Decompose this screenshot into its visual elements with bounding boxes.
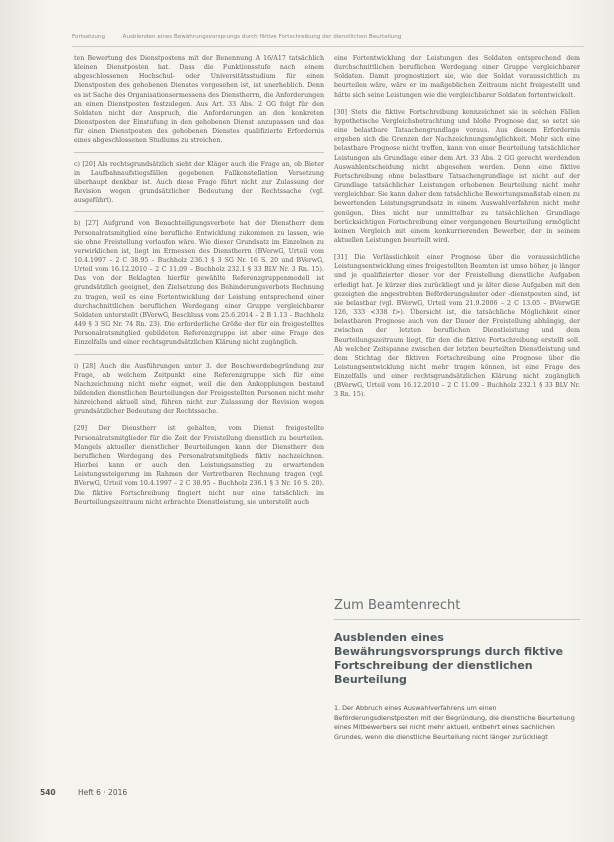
paragraph: b) [27] Aufgrund von Benachteiligungsverbote hat der Dienstherr dem Personalratsmitglied eine berufliche Entwicklung zukommen zu lassen, wie sie ohne Freistellung verlaufen wäre. Wie dieser Grundsatz im Einzelnen zu verwirklichen ist, liegt im Ermessen des Dienstherrn (BVerwG, Urteil vom 10.4.1997 – 2 C 38.95 – Buchholz 236.1 § 3 SG Nr. 16 S. 20 und BVerwG, Urteil vom 16.12.2010 – 2 C 11.09 – Buchholz 232.1 § 33 BLV Nr. 3 Rn. 15). Das von der Beklagten hierfür gewählte Referenzgruppenmodell ist grundsätzlich geeignet, den Zielsetzung des Behinderungsverbots Rechnung zu tragen, weil es eine Fortentwicklung der Leistung entsprechend einer durchschnittlichen beruflichen Werdegang einer Gruppe vergleichbarer Soldaten unterstellt (BVerwG, Beschluss vom 25.6.2014 – 2 B 1.13 – Buchholz 449 § 3 SG Nr. 74 Rn. 23). Die erforderliche Größe der für ein freigestelltes Personalratsmitglied gebildeten Referenzgruppe ist aber eine Frage des Einzelfalls und einer rechtsgrundsätzlichen Klärung nicht zugänglich. bbox=[74, 220, 324, 347]
running-header bbox=[72, 34, 584, 40]
left-column bbox=[74, 54, 324, 507]
divider bbox=[74, 354, 324, 355]
paragraph: i) [28] Auch die Ausführungen unter 3. der Beschwerdebegründung zur Frage, ab welchem Zeitpunkt eine Referenzgruppe sich für eine Nachzeichnung nicht mehr eignet, weil die den Ankopplungen bestand bildenden dienstlichen Beurteilungen der Freigestellten Personen nicht mehr hinreichend aktuell sind, führen nicht zur Zulassung der Revision wegen grundsätzlicher Bedeutung der Rechtssache. bbox=[74, 362, 324, 416]
paragraph: [30] Stets die fiktive Fortschreibung kennzeichnet sie in solchen Fällen hypothetische Vergleichsbetrachtung und bloße Prognose dar, so setzt sie eine belastbare Tatsachengrundlage voraus. Aus diesem Erfordernis ergeben sich die Grenzen der Nachzeichnungsmöglichkeit. Mehr sich eine belastbare Prognose nicht treffen, kann von einer Beurteilung tatsächlicher Leistungen als Grundlage einer dem Art. 33 Abs. 2 GG gerecht werdenden Auswahlentscheidung nicht abgesehen werden. Denn eine fiktive Fortschreibung ohne belastbare Tatsachengrundlage ist nicht auf der Grundlage tatsächlicher Leistungen erhobenen Beurteilung nicht mehr vergleichbar. Sie kann daher dem tatsächliche Bewertungsmaßstab einen zu bewertenden Leistungsgrundsatz in einem Auswahlverfahren nicht mehr genügen. Dies nicht nur unmittelbar zu tatsächlichen Grundlage berücksichtigen Fortschreibung einer vergangenen Beurteilung ermöglicht keinen Vergleich mit einem konkurrierenden Bewerber, der in seinem aktuellen Leistungen beurteilt wird. bbox=[334, 108, 580, 244]
divider bbox=[74, 152, 324, 153]
running-header-section: Fortsetzung bbox=[72, 34, 106, 40]
article-lead: 1. Der Abbruch eines Auswahlverfahrens um einen Beförderungsdienstposten mit der Begründung, die dienstliche Beurteilung eines Mitbewerbers sei nicht mehr aktuell, entbehrt eines sachlichen Grundes, wenn die dienstliche Beurteilung nicht länger zurückliegt bbox=[334, 704, 575, 741]
paragraph: [31] Die Verlässlichkeit einer Prognose über die voraussichtliche Leistungsentwicklung eines freigestellten Beamten ist umso höher, je länger und je qualifizierter dieser vor der Freistellung dienstliche Aufgaben erledigt hat. Je kürzer dies zurückliegt und je älter diese Aufgaben mit den gezeigten die angestrebten Beförderungsämter oder -dienstposten sind, ist sie belastbar (vgl. BVerwG, Urteil vom 21.9.2006 – 2 C 13.05 – BVerwGE 126, 333 <338 f>). Übersicht ist, die tatsächliche Möglichkeit einer belastbaren Prognose auch von der Dauer der Freistellung abhängig, der zwischen der letzten beruflichen Dienstleistung und dem Beurteilungszeitraum liegt, für den die fiktive Fortschreibung erstellt soll. Ab welcher Zeitspanne zwischen der letzten beurteilten Dienstleistung und dem Stichtag der fiktiven Fortschreibung eine Prognose über die Leistungsentwicklung nicht mehr tragen können, ist eine Frage des Einzelfalls und einer rechtsgrundsätzlichen Klärung nicht zugänglich (BVerwG, Urteil vom 16.12.2010 – 2 C 11.09 – Buchholz 232.1 § 33 BLV Nr. 3 Rn. 15). bbox=[334, 254, 580, 399]
paragraph: ten Bewertung des Dienstpostens mit der Benennung A 16/A17 tatsächlich kleinen Dienstposten hat. Dass die Funktionsstufe nach einem abgeschlossenen Hochschul- oder Universitätsstudium für einen Dienstposten des gehobenen Dienstes vorgesehen ist, ist unerheblich. Denn es ist Sache des Organisationsermessens des Dienstherrn, die Anforderungen an einen Dienstposten festzulegen. Aus Art. 33 Abs. 2 GG folgt für den Soldaten nicht der Anspruch, die Anforderungen an den konkreten Dienstposten der Einstufung in den gehobenen Dienst anzupassen und das für einen Dienstposten des gehobenen Dienstes qualifizierte Erfordernis eines abgeschlossenen Studiums zu streichen. bbox=[74, 55, 324, 145]
header-divider bbox=[72, 46, 584, 47]
paragraph: eine Fortentwicklung der Leistungen des Soldaten entsprechend dem durchschnittlichen beruflichen Werdegang einer Gruppe vergleichbarer Soldaten. Damit prognostiziert sie, wie der Soldat voraussichtlich zu beurteilen wäre, wäre er im maßgeblichen Zeitraum nicht freigestellt und hätte sich seine Leistungen wie die vergleichbarer Soldaten fortentwickelt. bbox=[334, 55, 580, 99]
page-number: 540 bbox=[40, 788, 56, 797]
running-header-title: Ausblenden eines Bewährungsvorsprungs durch fiktive Fortschreibung der dienstlichen Beurteilung bbox=[122, 34, 402, 40]
page-footer bbox=[40, 788, 127, 797]
paragraph: [29] Der Dienstherr ist gehalten, vom Dienst freigestellte Personalratsmitglieder für die Zeit der Freistellung dienstlich zu beurteilen. Mangels aktueller dienstlicher Beurteilungen kann der Dienstherr den beruflichen Werdegang des Personalratsmitglieds fiktiv nachzeichnen. Hierbei kann er auch den Leistungsanstieg zu erwartenden Leistungssteigerung im Rahmen der Vertretbaren Rechnung tragen (vgl. BVerwG, Urteil vom 10.4.1997 – 2 C 38.95 – Buchholz 236.1 § 3 Nr. 16 S. 20). Die fiktive Fortschreibung fingiert nicht nur eine tatsächlich im Beurteilungszeitraum nicht erbrachte Dienstleistung, sie unterstellt auch bbox=[74, 425, 324, 506]
right-column bbox=[334, 54, 580, 400]
paragraph: c) [20] Als rechtsgrundsätzlich sieht der Kläger auch die Frage an, ob Bieter in Laufbahnaufstiegsfällen gegebenen Fallkonstellation Versetzung überhaupt denkbar ist. Auch diese Frage führt nicht zur Zulassung der Revision wegen grundsätzlicher Bedeutung der Rechtssache (vgl. ausgeführt). bbox=[74, 160, 324, 205]
issue-label: Heft 6 · 2016 bbox=[78, 788, 128, 797]
article-title: Ausblenden eines Bewährungsvorsprungs durch fiktive Fortschreibung der dienstlichen Beurteilung bbox=[334, 631, 564, 686]
section-title: Zum Beamtenrecht bbox=[334, 598, 580, 620]
divider bbox=[74, 211, 324, 212]
